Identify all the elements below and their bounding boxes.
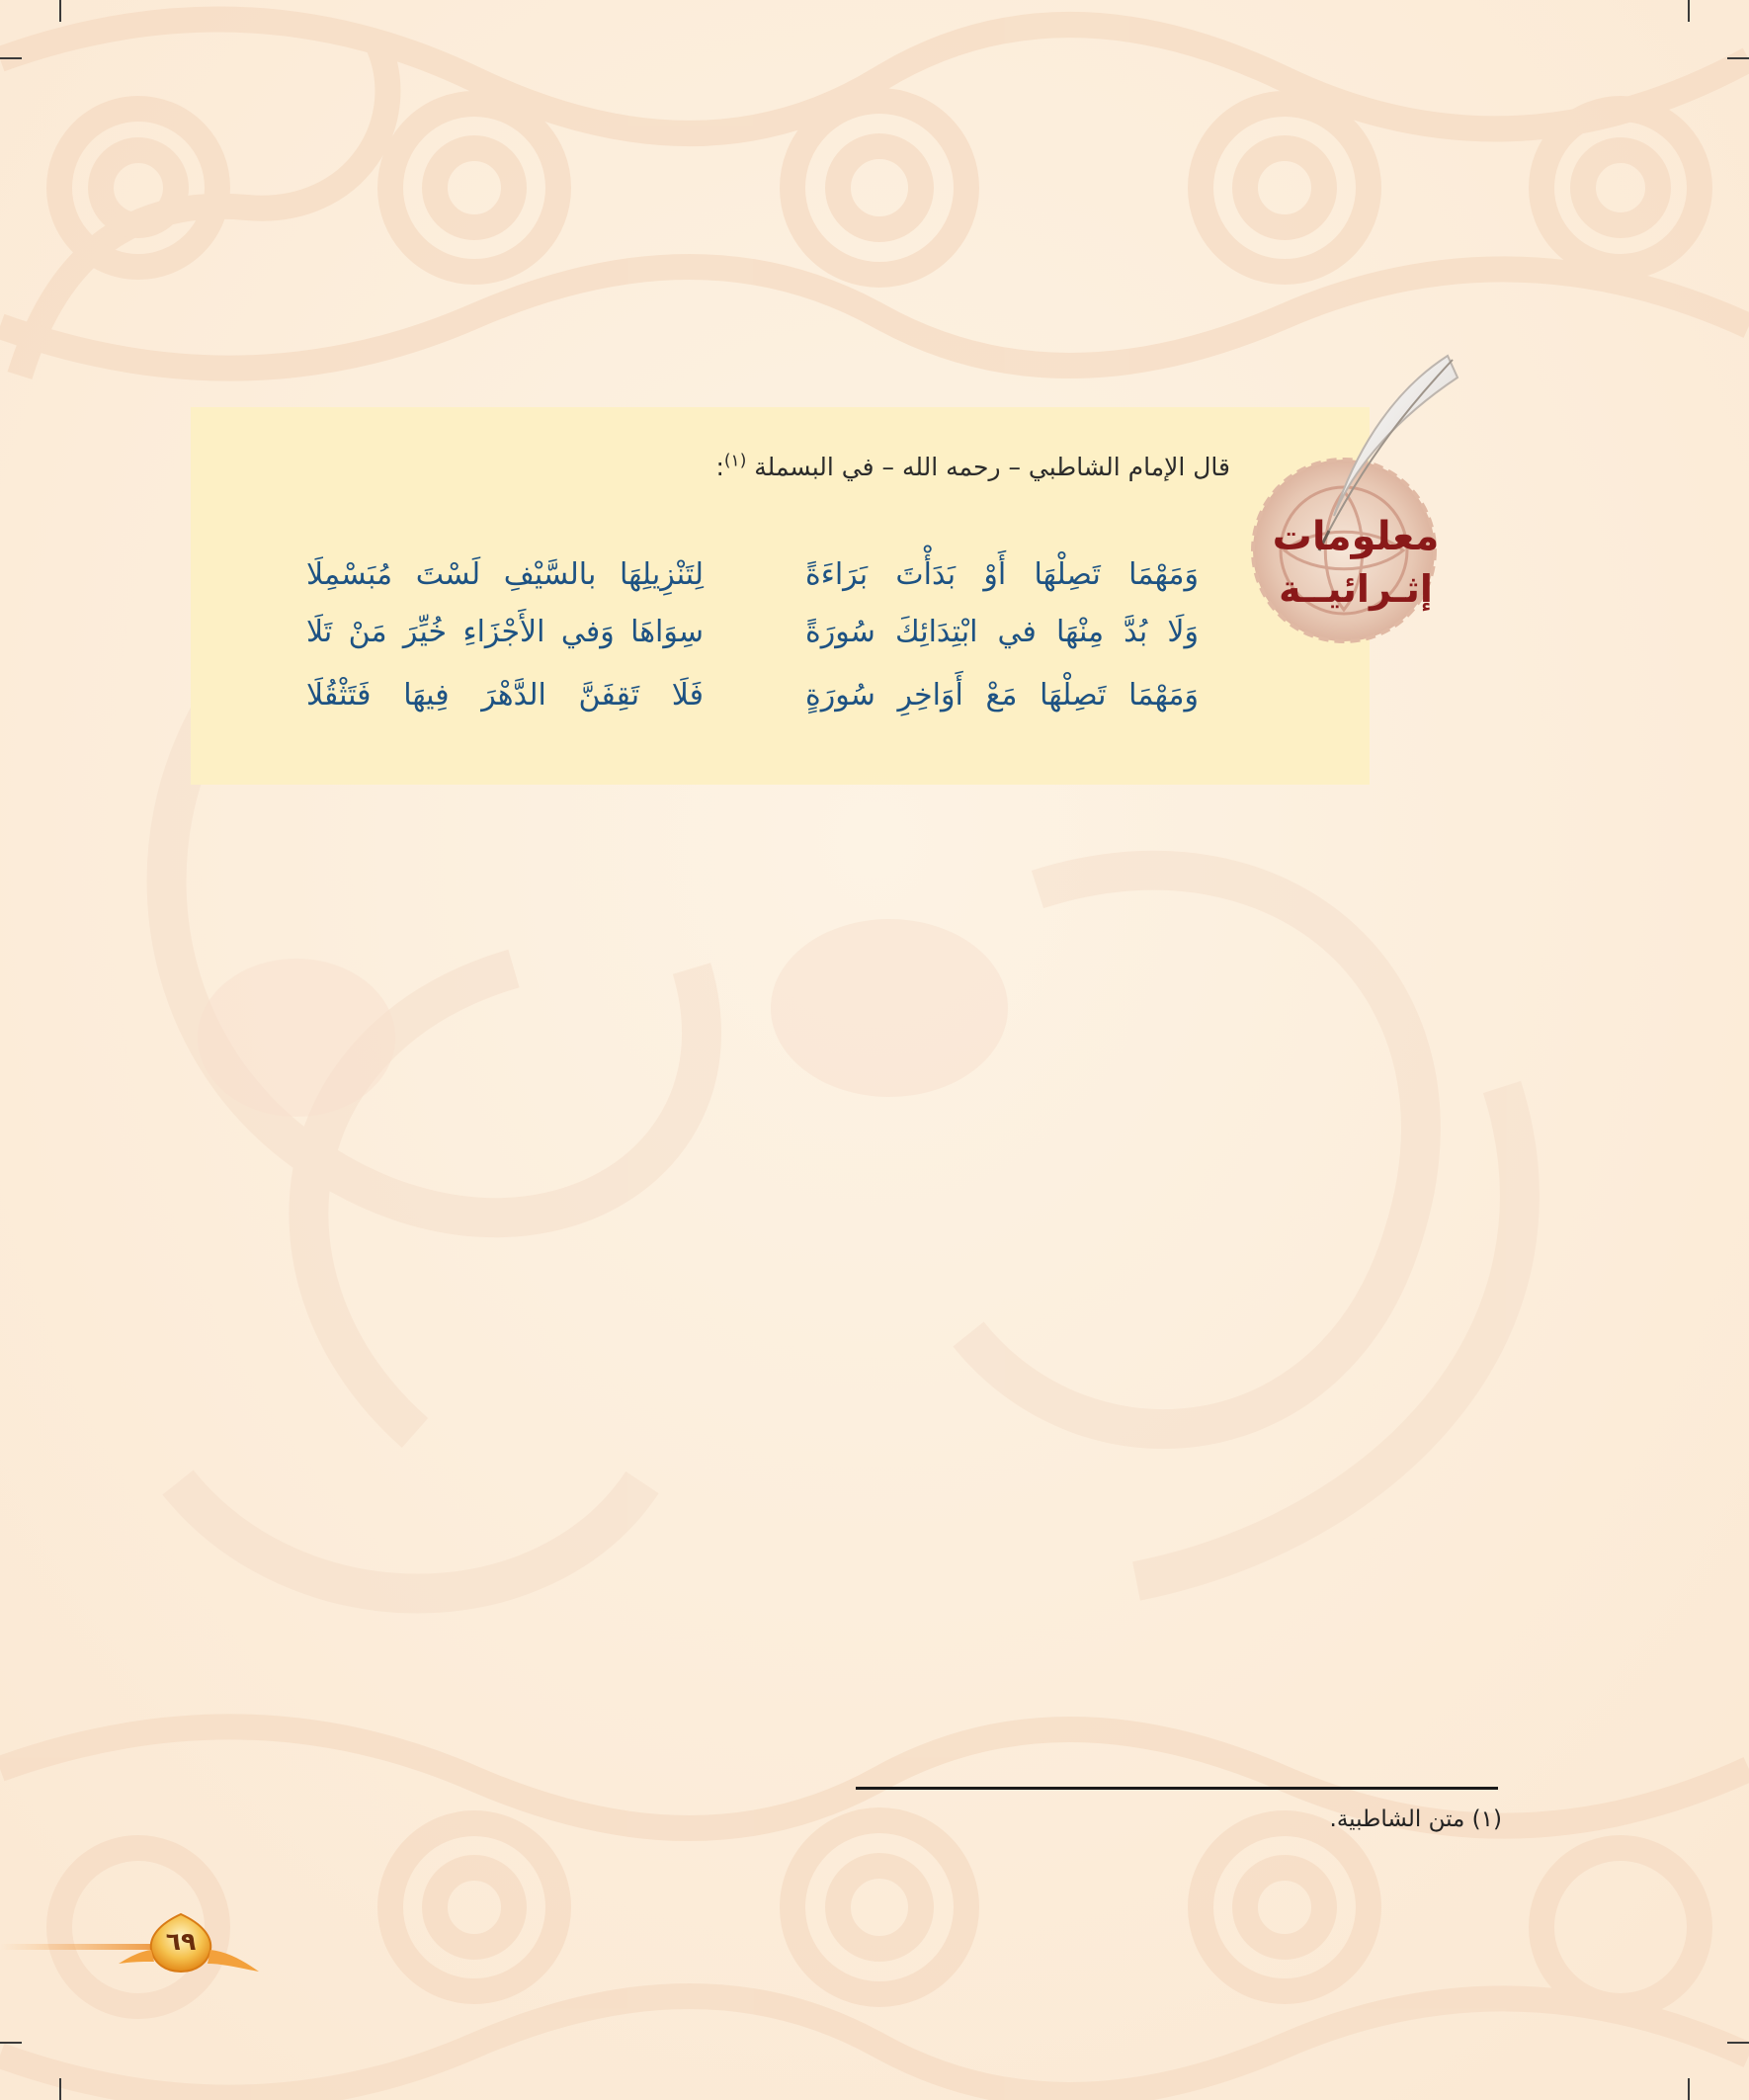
- page-number: ٦٩: [165, 1927, 197, 1956]
- verse-first-hemistich: وَمَهْمَا تَصِلْهَا مَعْ أَوَاخِرِ سُورَةٍ: [805, 678, 1199, 713]
- page-number-ornament-icon: [0, 1902, 277, 1981]
- footnote: [988, 1806, 1502, 1832]
- footnote-text: متن الشاطبية.: [1329, 1806, 1465, 1832]
- verse-second-hemistich: لِتَنْزِيلِهَا بالسَّيْفِ لَسْتَ مُبَسْمِلَا: [306, 557, 704, 592]
- verse-second-hemistich: سِوَاهَا وَفي الأَجْزَاءِ خُيِّرَ مَنْ تَلَا: [306, 615, 704, 649]
- badge-title-line2: إثـرائيــة: [1279, 567, 1433, 611]
- quill-feather-rosette-icon: [1250, 348, 1462, 669]
- crop-mark: [59, 2078, 61, 2100]
- footnote-divider: [856, 1787, 1498, 1790]
- footnote-marker: (١): [1471, 1806, 1502, 1832]
- intro-text: قال الإمام الشاطبي – رحمه الله – في البسملة: [754, 453, 1230, 481]
- intro-colon: :: [715, 453, 724, 481]
- crop-mark: [1688, 0, 1690, 22]
- intro-line: [341, 453, 1230, 481]
- crop-mark: [0, 2042, 22, 2044]
- crop-mark: [59, 0, 61, 22]
- verse-first-hemistich: وَلَا بُدَّ مِنْهَا في ابْتِدَائِكَ سُورَةً: [805, 615, 1199, 649]
- verse-first-hemistich: وَمَهْمَا تَصِلْهَا أَوْ بَدَأْتَ بَرَاءَةً: [805, 557, 1199, 592]
- crop-mark: [1727, 57, 1749, 59]
- badge-title-line1: معلومات: [1272, 514, 1440, 559]
- crop-mark: [1727, 2042, 1749, 2044]
- crop-mark: [0, 57, 22, 59]
- crop-mark: [1688, 2078, 1690, 2100]
- footnote-reference: (١): [723, 451, 747, 471]
- verse-second-hemistich: فَلَا تَقِفَنَّ الدَّهْرَ فِيهَا فَتَثْقُلَا: [306, 678, 704, 713]
